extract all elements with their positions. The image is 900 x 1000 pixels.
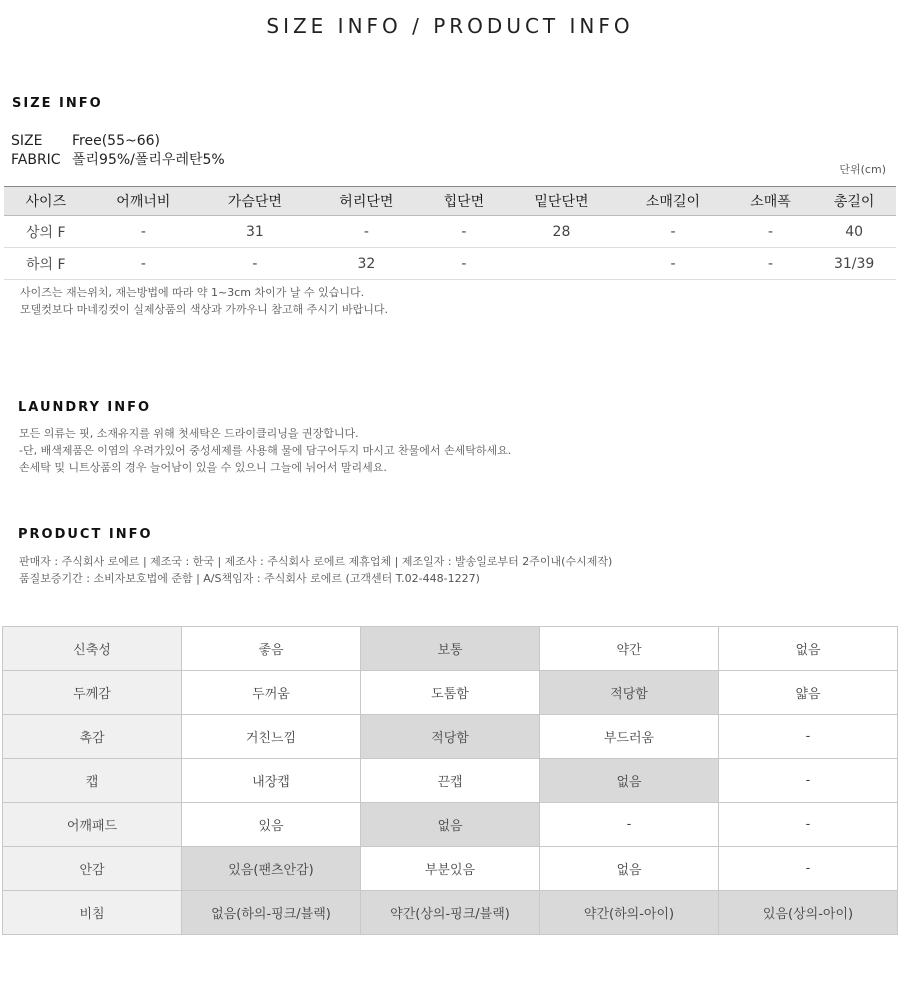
property-option: - — [719, 803, 898, 847]
property-option: 보통 — [361, 627, 540, 671]
property-option: 없음 — [361, 803, 540, 847]
table-cell: 28 — [506, 216, 618, 248]
table-cell: 32 — [311, 248, 423, 280]
size-info-heading: SIZE INFO — [12, 96, 103, 111]
table-cell: 40 — [812, 216, 896, 248]
property-option: 부드러움 — [540, 715, 719, 759]
property-label: 신축성 — [3, 627, 182, 671]
property-label: 안감 — [3, 847, 182, 891]
property-option: 좋음 — [182, 627, 361, 671]
col-header: 총길이 — [812, 187, 896, 216]
property-option: 약간(하의-아이) — [540, 891, 719, 935]
col-header: 힙단면 — [422, 187, 506, 216]
table-cell: - — [422, 248, 506, 280]
property-option: - — [719, 759, 898, 803]
col-header: 소매길이 — [617, 187, 729, 216]
property-option: 있음(상의-아이) — [719, 891, 898, 935]
property-option: 내장캡 — [182, 759, 361, 803]
table-cell: - — [729, 248, 813, 280]
fabric-value: 폴리95%/폴리우레탄5% — [72, 152, 225, 168]
table-cell: - — [311, 216, 423, 248]
property-row — [3, 847, 898, 891]
col-header: 어깨너비 — [88, 187, 200, 216]
property-label: 비침 — [3, 891, 182, 935]
table-cell: - — [88, 216, 200, 248]
table-row — [4, 248, 896, 280]
page-title: SIZE INFO / PRODUCT INFO — [266, 14, 634, 38]
property-row — [3, 759, 898, 803]
property-option: 약간(상의-핑크/블랙) — [361, 891, 540, 935]
property-option: 두꺼움 — [182, 671, 361, 715]
property-label: 캡 — [3, 759, 182, 803]
product-properties-table — [2, 626, 898, 935]
table-cell: 하의 F — [4, 248, 88, 280]
property-option: 거친느낌 — [182, 715, 361, 759]
table-cell — [506, 248, 618, 280]
size-notes — [20, 284, 388, 318]
product-info-line: 판매자 : 주식회사 로에르 | 제조국 : 한국 | 제조사 : 주식회사 로에르 제휴업체 | 제조일자 : 발송일로부터 2주이내(수시제작) — [19, 555, 613, 568]
property-option: 적당함 — [361, 715, 540, 759]
property-option: 없음 — [540, 847, 719, 891]
col-header: 사이즈 — [4, 187, 88, 216]
unit-label: 단위(cm) — [839, 163, 886, 176]
property-option: - — [719, 847, 898, 891]
laundry-info-heading: LAUNDRY INFO — [18, 400, 152, 415]
col-header: 가슴단면 — [199, 187, 311, 216]
property-option: 적당함 — [540, 671, 719, 715]
table-cell: 상의 F — [4, 216, 88, 248]
property-row — [3, 803, 898, 847]
property-option: - — [540, 803, 719, 847]
note-line: 사이즈는 재는위치, 재는방법에 따라 약 1~3cm 차이가 날 수 있습니다. — [20, 286, 365, 299]
property-option: 없음 — [719, 627, 898, 671]
table-cell: - — [617, 216, 729, 248]
property-option: - — [719, 715, 898, 759]
laundry-line: 모든 의류는 핏, 소재유지를 위해 첫세탁은 드라이클리닝을 권장합니다. — [19, 427, 359, 440]
property-option: 약간 — [540, 627, 719, 671]
product-info-lines — [19, 553, 612, 587]
property-row — [3, 715, 898, 759]
property-row — [3, 671, 898, 715]
property-label: 촉감 — [3, 715, 182, 759]
size-spec — [11, 133, 160, 149]
laundry-notes — [19, 425, 511, 476]
product-info-heading: PRODUCT INFO — [18, 527, 153, 542]
fabric-spec — [11, 149, 225, 169]
size-table — [4, 186, 896, 280]
laundry-line: -단, 배색제품은 이염의 우려가있어 중성세제를 사용해 물에 담구어두지 마시고 찬물에서 손세탁하세요. — [19, 444, 512, 457]
table-cell: - — [729, 216, 813, 248]
col-header: 소매폭 — [729, 187, 813, 216]
table-cell: - — [88, 248, 200, 280]
size-value: Free(55~66) — [72, 133, 160, 149]
laundry-line: 손세탁 및 니트상품의 경우 늘어남이 있을 수 있으니 그늘에 뉘어서 말리세요. — [19, 461, 387, 474]
property-option: 없음(하의-핑크/블랙) — [182, 891, 361, 935]
fabric-label: FABRIC — [11, 152, 61, 168]
col-header: 밑단단면 — [506, 187, 618, 216]
table-cell: - — [422, 216, 506, 248]
product-info-line: 품질보증기간 : 소비자보호법에 준함 | A/S책임자 : 주식회사 로에르 (고객센터 T.02-448-1227) — [19, 572, 480, 585]
property-row — [3, 891, 898, 935]
property-option: 있음 — [182, 803, 361, 847]
note-line: 모델컷보다 마네킹컷이 실제상품의 색상과 가까우니 참고해 주시기 바랍니다. — [20, 303, 389, 316]
size-table-header — [4, 187, 896, 216]
size-label: SIZE — [11, 133, 43, 149]
property-row — [3, 627, 898, 671]
table-cell: - — [617, 248, 729, 280]
table-cell: 31/39 — [812, 248, 896, 280]
col-header: 허리단면 — [311, 187, 423, 216]
table-row — [4, 216, 896, 248]
property-option: 끈캡 — [361, 759, 540, 803]
property-label: 어깨패드 — [3, 803, 182, 847]
property-option: 도톰함 — [361, 671, 540, 715]
table-cell: - — [199, 248, 311, 280]
property-option: 부분있음 — [361, 847, 540, 891]
table-cell: 31 — [199, 216, 311, 248]
property-label: 두께감 — [3, 671, 182, 715]
property-option: 얇음 — [719, 671, 898, 715]
property-option: 있음(팬츠안감) — [182, 847, 361, 891]
property-option: 없음 — [540, 759, 719, 803]
